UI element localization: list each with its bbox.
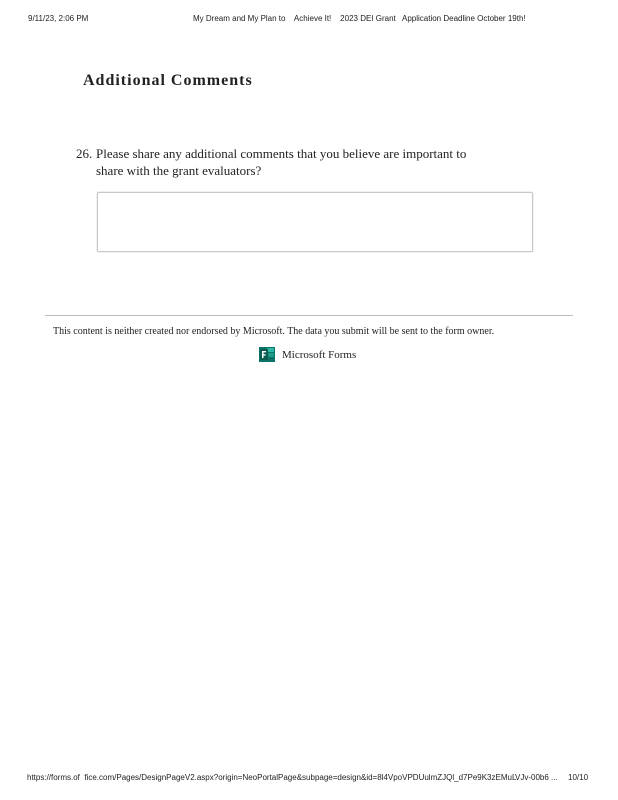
question-number: 26. [76, 146, 93, 161]
footer-divider [45, 315, 573, 316]
microsoft-forms-branding [259, 347, 356, 362]
question-26 [76, 145, 496, 179]
question-text: Please share any additional comments that you believe are important to share with the grant evaluators? [96, 146, 467, 178]
microsoft-disclaimer: This content is neither created nor endorsed by Microsoft. The data you submit will be sent to the form owner. [53, 326, 495, 337]
microsoft-forms-icon [259, 347, 275, 362]
print-footer-page-number: 10/10 [568, 773, 589, 782]
answer-text-field[interactable] [97, 192, 533, 252]
print-footer-url: https://forms.of fice.com/Pages/DesignPageV2.aspx?origin=NeoPortalPage&subpage=design&id=8l4VpoVPDUulmZJQl_d7Pe9K3zEMuL [27, 773, 517, 782]
print-header-datetime: 9/11/23, 2:06 PM [28, 14, 89, 23]
section-title: Additional Comments [83, 72, 253, 89]
microsoft-forms-label: Microsoft Forms [282, 348, 357, 361]
print-header-title: My Dream and My Plan to Achieve It! 2023 DEI Grant Application Deadline October 19th! [193, 14, 526, 23]
print-footer-code: VJv-00b6 ... [515, 773, 558, 782]
